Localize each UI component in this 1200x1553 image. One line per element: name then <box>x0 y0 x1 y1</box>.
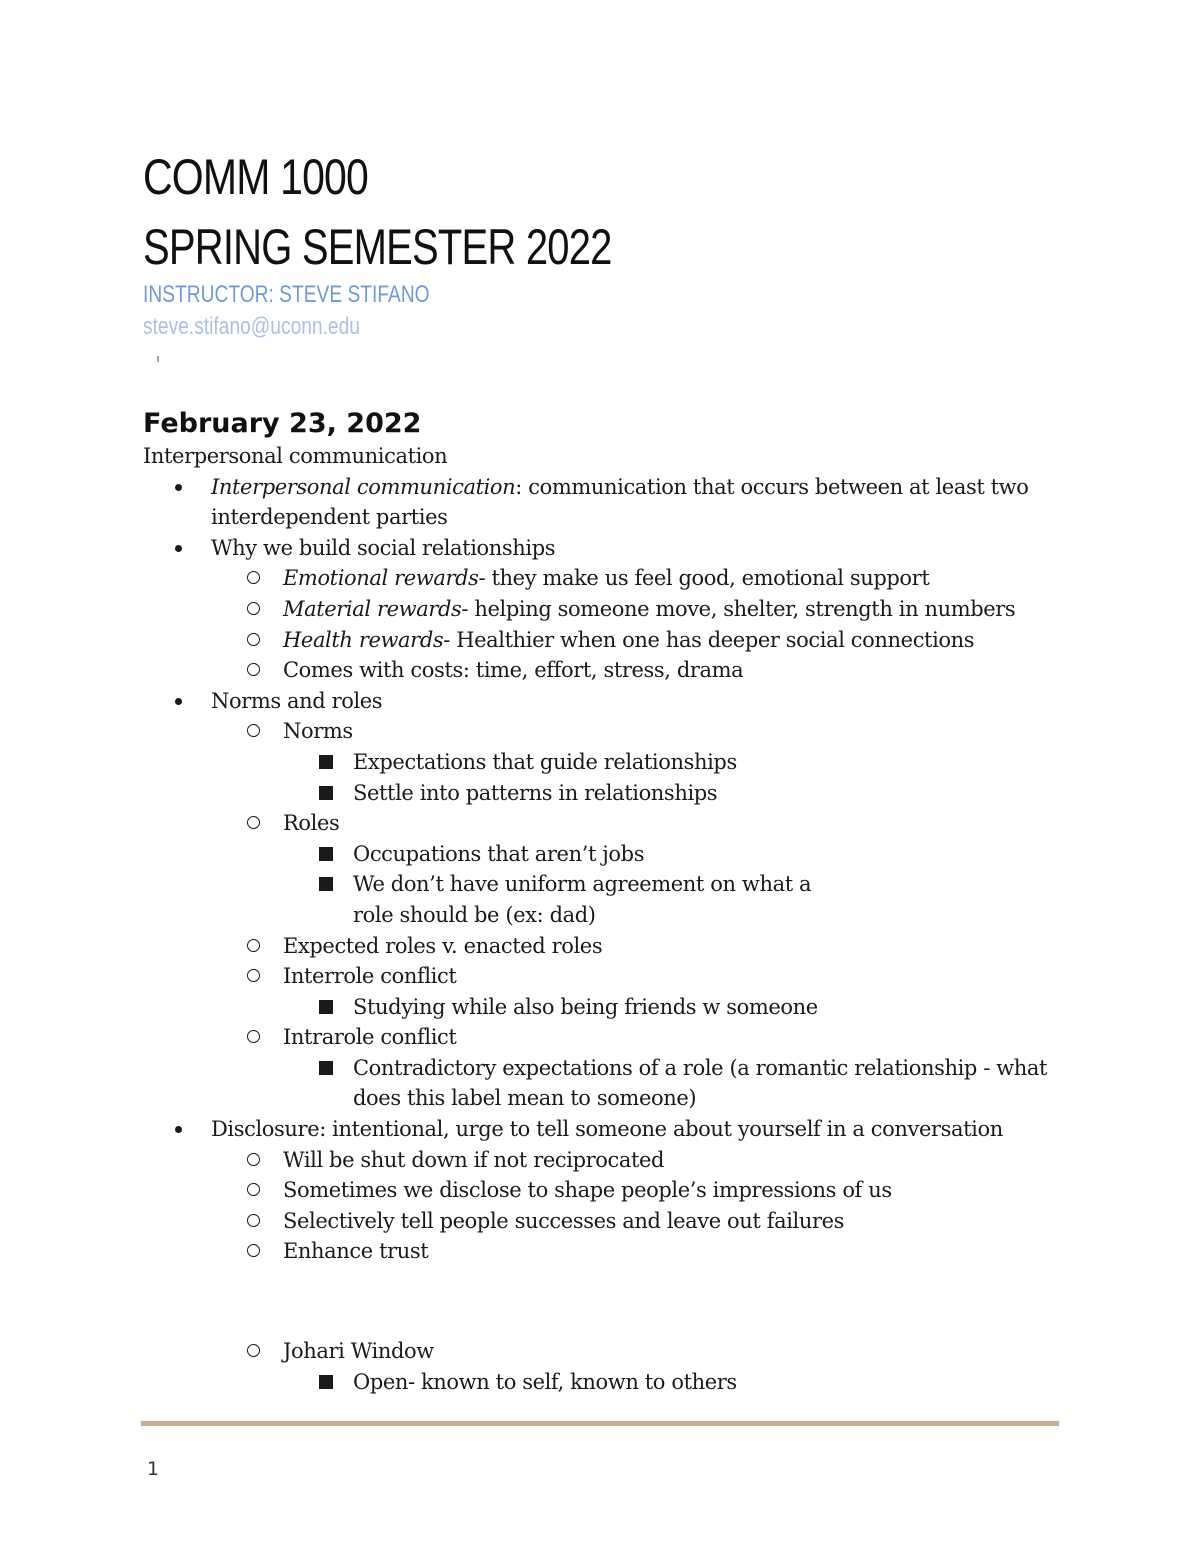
item-text: Roles <box>283 811 340 836</box>
bullet-circle-icon <box>247 663 260 676</box>
item-text: Interrole conflict <box>283 964 457 989</box>
item-text: We don’t have uniform agreement on what a role should be (ex: dad) <box>353 872 812 927</box>
list-item <box>211 1145 1063 1176</box>
course-title: COMM 1000 <box>143 149 369 205</box>
bullet-square-icon <box>319 1375 333 1389</box>
item-text: Open- known to self, known to others <box>353 1369 737 1394</box>
term: Emotional rewards <box>283 566 479 591</box>
item-text: - Healthier when one has deeper social connections <box>443 627 975 652</box>
bullet-circle-icon <box>247 1183 260 1196</box>
bullet-dot-icon <box>175 484 182 491</box>
notes-list <box>143 472 1063 1398</box>
list-item <box>283 992 1063 1023</box>
bullet-square-icon <box>319 847 333 861</box>
term: Interpersonal communication <box>211 474 516 499</box>
notes-body <box>143 441 1063 1397</box>
item-text: Intrarole conflict <box>283 1025 457 1050</box>
list-item <box>143 472 1063 533</box>
list-item <box>283 869 1063 930</box>
sub-sub-list <box>283 1053 1063 1114</box>
item-text: Johari Window <box>283 1339 434 1364</box>
item-text: Selectively tell people successes and leave out failures <box>283 1208 845 1233</box>
bullet-square-icon <box>319 786 333 800</box>
bullet-circle-icon <box>247 1153 260 1166</box>
bullet-circle-icon <box>247 1030 260 1043</box>
sub-list <box>211 1145 1063 1398</box>
bullet-circle-icon <box>247 633 260 646</box>
bullet-circle-icon <box>247 602 260 615</box>
list-item <box>283 1053 1063 1114</box>
bullet-circle-icon <box>247 571 260 584</box>
term: Material rewards <box>283 596 462 621</box>
list-item <box>211 931 1063 962</box>
list-item <box>283 1367 1063 1398</box>
bullet-circle-icon <box>247 939 260 952</box>
list-item <box>211 1336 1063 1397</box>
item-text: Norms and roles <box>211 688 383 713</box>
item-text: - helping someone move, shelter, strength in numbers <box>461 596 1016 621</box>
cursor-mark <box>157 356 159 362</box>
list-item <box>211 1175 1063 1206</box>
item-text: Expectations that guide relationships <box>353 749 737 774</box>
list-item <box>283 778 1063 809</box>
list-item <box>211 716 1063 808</box>
bullet-circle-icon <box>247 1244 260 1257</box>
sub-sub-list <box>283 747 1063 808</box>
list-item <box>143 533 1063 686</box>
sub-list <box>211 716 1063 1114</box>
bullet-dot-icon <box>175 698 182 705</box>
item-text: Studying while also being friends w someone <box>353 994 818 1019</box>
item-text: - they make us feel good, emotional support <box>478 566 930 591</box>
bullet-dot-icon <box>175 545 182 552</box>
bullet-square-icon <box>319 877 333 891</box>
item-text: Disclosure: intentional, urge to tell someone about yourself in a conversation <box>211 1117 1003 1142</box>
sub-sub-list <box>283 1367 1063 1398</box>
semester-title: SPRING SEMESTER 2022 <box>143 219 612 275</box>
lecture-date: February 23, 2022 <box>143 408 422 439</box>
list-item <box>211 1206 1063 1237</box>
list-item <box>211 1236 1063 1267</box>
instructor-email: steve.stifano@uconn.edu <box>143 313 360 340</box>
list-item <box>143 686 1063 1114</box>
bullet-square-icon <box>319 1000 333 1014</box>
item-text: Comes with costs: time, effort, stress, drama <box>283 658 744 683</box>
term: Health rewards <box>283 627 444 652</box>
item-text: Will be shut down if not reciprocated <box>283 1147 665 1172</box>
list-item <box>211 655 1063 686</box>
item-text: Occupations that aren’t jobs <box>353 841 645 866</box>
topic-heading: Interpersonal communication <box>143 444 448 468</box>
bullet-circle-icon <box>247 1214 260 1227</box>
list-item <box>283 747 1063 778</box>
list-item <box>211 1022 1063 1114</box>
item-text: Enhance trust <box>283 1239 429 1264</box>
list-item <box>211 625 1063 656</box>
footer-rule <box>141 1421 1059 1426</box>
item-text: Contradictory expectations of a role (a romantic relationship - what does this label mean to someone) <box>353 1055 1048 1111</box>
item-text: Sometimes we disclose to shape people’s impressions of us <box>283 1178 892 1203</box>
sub-list <box>211 563 1063 685</box>
blank-space <box>211 1267 1063 1336</box>
list-item <box>211 563 1063 594</box>
list-item <box>143 1114 1063 1397</box>
sub-sub-list <box>283 839 1063 931</box>
list-item <box>211 594 1063 625</box>
bullet-circle-icon <box>247 816 260 829</box>
definition: : communication that occurs between at least two interdependent parties <box>211 474 1029 530</box>
bullet-circle-icon <box>247 724 260 737</box>
list-item <box>211 961 1063 1022</box>
bullet-circle-icon <box>247 1344 260 1357</box>
instructor-line: INSTRUCTOR: STEVE STIFANO <box>143 281 430 308</box>
bullet-square-icon <box>319 1061 333 1075</box>
item-text: Why we build social relationships <box>211 535 556 560</box>
page-number: 1 <box>147 1458 160 1480</box>
list-item <box>283 839 1063 870</box>
item-text: Expected roles v. enacted roles <box>283 933 603 958</box>
bullet-circle-icon <box>247 969 260 982</box>
bullet-dot-icon <box>175 1126 182 1133</box>
sub-sub-list <box>283 992 1063 1023</box>
item-text: Settle into patterns in relationships <box>353 780 718 805</box>
list-item <box>211 808 1063 930</box>
bullet-square-icon <box>319 755 333 769</box>
item-text: Norms <box>283 719 353 744</box>
